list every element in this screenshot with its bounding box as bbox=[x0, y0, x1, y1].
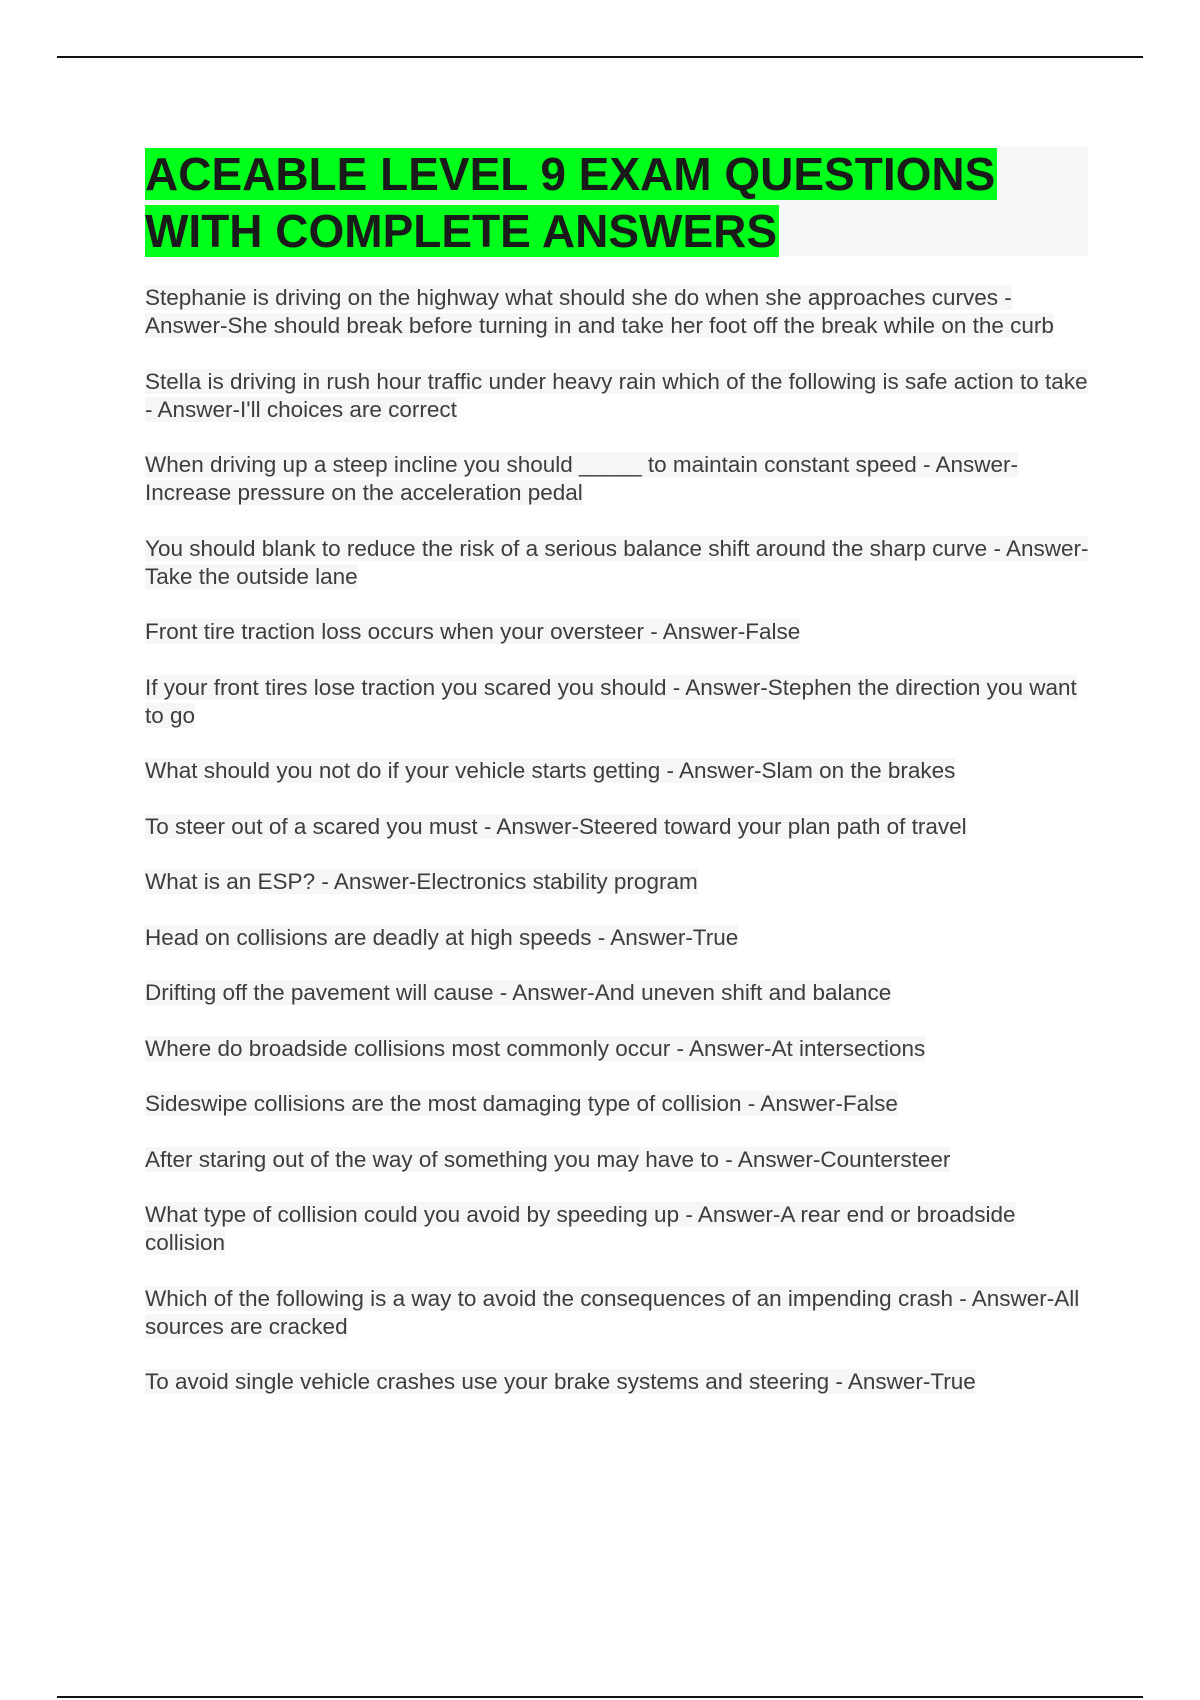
qa-text: If your front tires lose traction you scared you should - Answer-Stephen the direction you want to go bbox=[145, 674, 1077, 728]
qa-text: After staring out of the way of something you may have to - Answer-Countersteer bbox=[145, 1146, 951, 1172]
qa-item bbox=[145, 979, 1090, 1007]
qa-text: Front tire traction loss occurs when your oversteer - Answer-False bbox=[145, 619, 801, 644]
qa-text: To avoid single vehicle crashes use your brake systems and steering - Answer-True bbox=[145, 1369, 976, 1394]
qa-item bbox=[145, 1368, 1090, 1396]
document-title bbox=[145, 146, 1088, 260]
qa-text: Stephanie is driving on the highway what should she do when she approaches curves - Answer-She should break before turning in and take her foot off the break while on the curb bbox=[145, 285, 1054, 338]
qa-item bbox=[145, 1035, 1090, 1063]
qa-item bbox=[145, 618, 1090, 646]
title-line-2: WITH COMPLETE ANSWERS bbox=[145, 205, 778, 257]
qa-text: What should you not do if your vehicle starts getting - Answer-Slam on the brakes bbox=[145, 758, 956, 783]
title-line-1: ACEABLE LEVEL 9 EXAM QUESTIONS bbox=[145, 148, 996, 200]
qa-item bbox=[145, 368, 1090, 424]
qa-item bbox=[145, 1201, 1090, 1257]
qa-list bbox=[145, 284, 1090, 1424]
qa-item bbox=[145, 757, 1090, 785]
qa-item bbox=[145, 868, 1090, 896]
qa-item bbox=[145, 535, 1090, 591]
title-block bbox=[145, 146, 1088, 256]
qa-item bbox=[145, 1285, 1090, 1341]
qa-item bbox=[145, 1146, 1090, 1174]
bottom-rule bbox=[57, 1696, 1143, 1698]
qa-item bbox=[145, 674, 1090, 730]
qa-text: What type of collision could you avoid by speeding up - Answer-A rear end or broadside collision bbox=[145, 1202, 1016, 1255]
qa-text: Where do broadside collisions most commonly occur - Answer-At intersections bbox=[145, 1035, 926, 1061]
qa-item bbox=[145, 924, 1090, 952]
qa-item bbox=[145, 451, 1090, 507]
qa-text: Drifting off the pavement will cause - Answer-And uneven shift and balance bbox=[145, 980, 892, 1005]
qa-text: What is an ESP? - Answer-Electronics stability program bbox=[145, 869, 698, 894]
qa-item bbox=[145, 813, 1090, 841]
qa-item bbox=[145, 284, 1090, 340]
top-rule bbox=[57, 56, 1143, 58]
qa-text: Sideswipe collisions are the most damaging type of collision - Answer-False bbox=[145, 1091, 898, 1116]
qa-text: Head on collisions are deadly at high speeds - Answer-True bbox=[145, 924, 739, 950]
qa-text: When driving up a steep incline you should _____ to maintain constant speed - Answer-Increase pressure on the acceleration pedal bbox=[145, 452, 1019, 505]
qa-item bbox=[145, 1090, 1090, 1118]
qa-text: To steer out of a scared you must - Answer-Steered toward your plan path of travel bbox=[145, 813, 967, 839]
qa-text: Stella is driving in rush hour traffic under heavy rain which of the following is safe action to take - Answer-I'll choices are correct bbox=[145, 368, 1088, 422]
qa-text: You should blank to reduce the risk of a serious balance shift around the sharp curve - Answer-Take the outside lane bbox=[145, 535, 1089, 589]
qa-text: Which of the following is a way to avoid the consequences of an impending crash - Answer-All sources are cracked bbox=[145, 1285, 1080, 1339]
